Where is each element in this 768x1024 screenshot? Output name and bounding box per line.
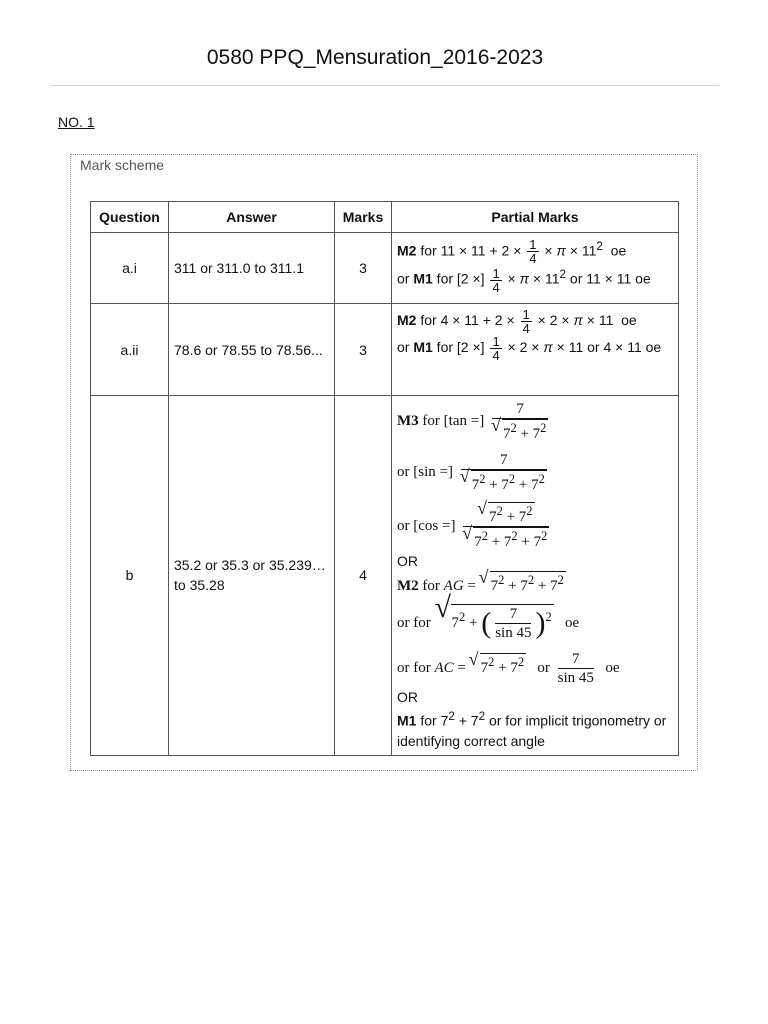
partial-line: M2 for AG = √ $7^2 + 7^2 + 7^2$ bbox=[397, 571, 674, 596]
header-marks: Marks bbox=[335, 202, 392, 233]
header-answer: Answer bbox=[169, 202, 335, 233]
header-partial-marks: Partial Marks bbox=[392, 202, 679, 233]
partial-marks-cell bbox=[392, 396, 679, 756]
partial-line: M2 for 11 × 11 + 2 × $\frac{1}{4}$ × $\pi \times 11^2$ oe bbox=[397, 237, 627, 267]
header-question: Question bbox=[91, 202, 169, 233]
marks-cell: 4 bbox=[335, 396, 392, 756]
question-cell: a.i bbox=[91, 233, 169, 304]
partial-line: M1 for $7^2 + 7^2$ or for implicit trigonometry or identifying correct angle bbox=[397, 710, 667, 749]
title-divider bbox=[50, 85, 719, 86]
partial-marks-cell bbox=[392, 233, 679, 304]
marks-cell: 3 bbox=[335, 233, 392, 304]
document-title: 0580 PPQ_Mensuration_2016-2023 bbox=[206, 46, 544, 69]
question-cell: b bbox=[91, 396, 169, 756]
partial-line: or M1 for [2 ×] $\frac{1}{4}$ × $\pi \times 11^2$ or 11 × 11 oe bbox=[397, 265, 651, 295]
mark-scheme-table bbox=[90, 201, 679, 756]
table-row bbox=[91, 304, 679, 396]
answer-cell: 78.6 or 78.55 to 78.56... bbox=[169, 304, 335, 396]
question-number: NO. 1 bbox=[58, 114, 95, 130]
table-header-row bbox=[91, 202, 679, 233]
partial-line: OR bbox=[397, 689, 418, 705]
partial-line: or M1 for [2 ×] $\frac{1}{4}$ × 2 × π × 11 or 4 × 11 oe bbox=[397, 334, 662, 363]
marks-cell: 3 bbox=[335, 304, 392, 396]
partial-line: M3 for [tan =] 7 √ $7^2 + 7^2$ bbox=[397, 400, 674, 443]
partial-line: or for √ $7^2$ + ( $\frac{7}{\sin 45}$ )$^2$ oe bbox=[397, 604, 674, 642]
question-cell: a.ii bbox=[91, 304, 169, 396]
partial-line: or [sin =] 7 √ $7^2 + 7^2 + 7^2$ bbox=[397, 451, 674, 494]
partial-marks-cell bbox=[392, 304, 679, 396]
partial-line: or [cos =] √ $7^2 + 7^2$ √ $7^2 + 7^2 + 7^2$ bbox=[397, 502, 674, 551]
table-row bbox=[91, 233, 679, 304]
partial-line: OR bbox=[397, 553, 418, 569]
section-title: Mark scheme bbox=[80, 157, 165, 173]
partial-line: M2 for 4 × 11 + 2 × $\frac{1}{4}$ × 2 × π × 11 oe bbox=[397, 307, 637, 336]
table-row bbox=[91, 396, 679, 756]
partial-line: or for AC = √ $7^2 + 7^2$ or $\frac{7}{\sin 45}$ oe bbox=[397, 650, 674, 687]
answer-cell: 311 or 311.0 to 311.1 bbox=[169, 233, 335, 304]
answer-cell: 35.2 or 35.3 or 35.239… to 35.28 bbox=[169, 396, 335, 756]
